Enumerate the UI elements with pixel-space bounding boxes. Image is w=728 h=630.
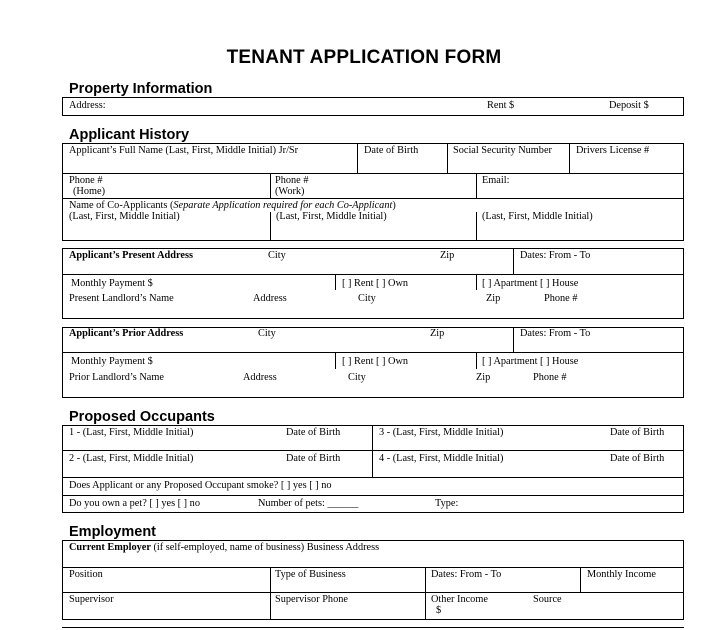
divider (357, 143, 358, 173)
co-applicant-3-field[interactable]: (Last, First, Middle Initial) (482, 211, 593, 222)
home-phone-sublabel: (Home) (73, 186, 106, 197)
full-name-field[interactable]: Applicant’s Full Name (Last, First, Middle Initial) Jr/Sr (69, 145, 299, 156)
divider (425, 567, 426, 620)
other-income-dollar: $ (436, 605, 442, 616)
address-field[interactable]: Address: (69, 100, 106, 111)
supervisor-field[interactable]: Supervisor (69, 594, 114, 605)
occupant-2-dob-field[interactable]: Date of Birth (286, 453, 341, 464)
divider (270, 173, 271, 198)
divider (335, 274, 336, 290)
occupant-1-dob-field[interactable]: Date of Birth (286, 427, 341, 438)
present-monthly-payment-field[interactable]: Monthly Payment $ (71, 278, 153, 289)
divider (513, 327, 514, 352)
prior-zip-field[interactable]: Zip (430, 328, 445, 339)
smoke-checkboxes[interactable]: Does Applicant or any Proposed Occupant smoke? [ ] yes [ ] no (69, 480, 332, 491)
prior-landlord-phone-field[interactable]: Phone # (533, 372, 567, 383)
divider (513, 248, 514, 274)
prior-dates-field[interactable]: Dates: From - To (520, 328, 591, 339)
divider (335, 352, 336, 369)
income-source-field[interactable]: Source (533, 594, 562, 605)
license-field[interactable]: Drivers License # (576, 145, 650, 156)
divider (62, 173, 684, 174)
present-zip-field[interactable]: Zip (440, 250, 455, 261)
occupants-heading: Proposed Occupants (69, 409, 215, 425)
number-of-pets-field[interactable]: Number of pets: ______ (258, 498, 359, 509)
divider (62, 198, 684, 199)
applicant-section (62, 143, 684, 241)
property-heading: Property Information (69, 81, 213, 97)
divider (569, 143, 570, 173)
dob-field[interactable]: Date of Birth (364, 145, 419, 156)
email-field[interactable]: Email: (482, 175, 510, 186)
prior-landlord-name-field[interactable]: Prior Landlord’s Name (69, 372, 164, 383)
co-applicant-1-field[interactable]: (Last, First, Middle Initial) (69, 211, 180, 222)
present-landlord-address-field[interactable]: Address (253, 293, 287, 304)
work-phone-sublabel: (Work) (275, 186, 305, 197)
prior-landlord-address-field[interactable]: Address (243, 372, 277, 383)
prior-apartment-house-checkboxes[interactable]: [ ] Apartment [ ] House (482, 356, 579, 367)
other-income-field[interactable]: Other Income (431, 594, 488, 605)
present-rent-own-checkboxes[interactable]: [ ] Rent [ ] Own (342, 278, 409, 289)
prior-address-field[interactable]: Applicant’s Prior Address (69, 328, 184, 339)
divider (476, 173, 477, 198)
divider (270, 212, 271, 241)
divider (580, 567, 581, 592)
applicant-heading: Applicant History (69, 127, 190, 143)
monthly-income-field[interactable]: Monthly Income (587, 569, 656, 580)
divider (62, 495, 684, 496)
present-dates-field[interactable]: Dates: From - To (520, 250, 591, 261)
present-landlord-zip-field[interactable]: Zip (486, 293, 501, 304)
present-apartment-house-checkboxes[interactable]: [ ] Apartment [ ] House (482, 278, 579, 289)
divider (62, 450, 684, 451)
property-section (62, 97, 684, 116)
divider (447, 143, 448, 173)
prior-landlord-city-field[interactable]: City (348, 372, 366, 383)
deposit-field[interactable]: Deposit $ (609, 100, 649, 111)
co-applicants-label: Name of Co-Applicants (Separate Application required for each Co-Applicant) (69, 200, 396, 211)
occupant-3-name-field[interactable]: 3 - (Last, First, Middle Initial) (379, 427, 504, 438)
business-type-field[interactable]: Type of Business (275, 569, 346, 580)
occupant-4-name-field[interactable]: 4 - (Last, First, Middle Initial) (379, 453, 504, 464)
present-landlord-phone-field[interactable]: Phone # (544, 293, 578, 304)
present-landlord-name-field[interactable]: Present Landlord’s Name (69, 293, 174, 304)
co-applicant-2-field[interactable]: (Last, First, Middle Initial) (276, 211, 387, 222)
divider (476, 212, 477, 241)
occupant-2-name-field[interactable]: 2 - (Last, First, Middle Initial) (69, 453, 194, 464)
position-field[interactable]: Position (69, 569, 103, 580)
occupant-1-name-field[interactable]: 1 - (Last, First, Middle Initial) (69, 427, 194, 438)
divider (476, 274, 477, 290)
prior-city-field[interactable]: City (258, 328, 276, 339)
divider (62, 477, 684, 478)
home-phone-field[interactable]: Phone # (69, 175, 103, 186)
ssn-field[interactable]: Social Security Number (453, 145, 552, 156)
form-title: TENANT APPLICATION FORM (226, 47, 502, 68)
occupant-4-dob-field[interactable]: Date of Birth (610, 453, 665, 464)
divider (270, 567, 271, 620)
supervisor-phone-field[interactable]: Supervisor Phone (275, 594, 348, 605)
divider (62, 567, 684, 568)
occupant-3-dob-field[interactable]: Date of Birth (610, 427, 665, 438)
prior-landlord-zip-field[interactable]: Zip (476, 372, 491, 383)
divider (62, 592, 684, 593)
present-city-field[interactable]: City (268, 250, 286, 261)
divider (476, 352, 477, 369)
employment-dates-field[interactable]: Dates: From - To (431, 569, 502, 580)
pet-type-field[interactable]: Type: (435, 498, 459, 509)
present-address-field[interactable]: Applicant’s Present Address (69, 250, 193, 261)
employment-heading: Employment (69, 524, 157, 540)
divider (62, 274, 684, 275)
divider (62, 352, 684, 353)
pet-checkboxes[interactable]: Do you own a pet? [ ] yes [ ] no (69, 498, 200, 509)
current-employer-field[interactable]: Current Employer (if self-employed, name of business) Business Address (69, 542, 380, 553)
page-bottom-rule (62, 627, 684, 628)
rent-field[interactable]: Rent $ (487, 100, 515, 111)
present-landlord-city-field[interactable]: City (358, 293, 376, 304)
prior-monthly-payment-field[interactable]: Monthly Payment $ (71, 356, 153, 367)
work-phone-field[interactable]: Phone # (275, 175, 309, 186)
divider (372, 425, 373, 477)
prior-rent-own-checkboxes[interactable]: [ ] Rent [ ] Own (342, 356, 409, 367)
